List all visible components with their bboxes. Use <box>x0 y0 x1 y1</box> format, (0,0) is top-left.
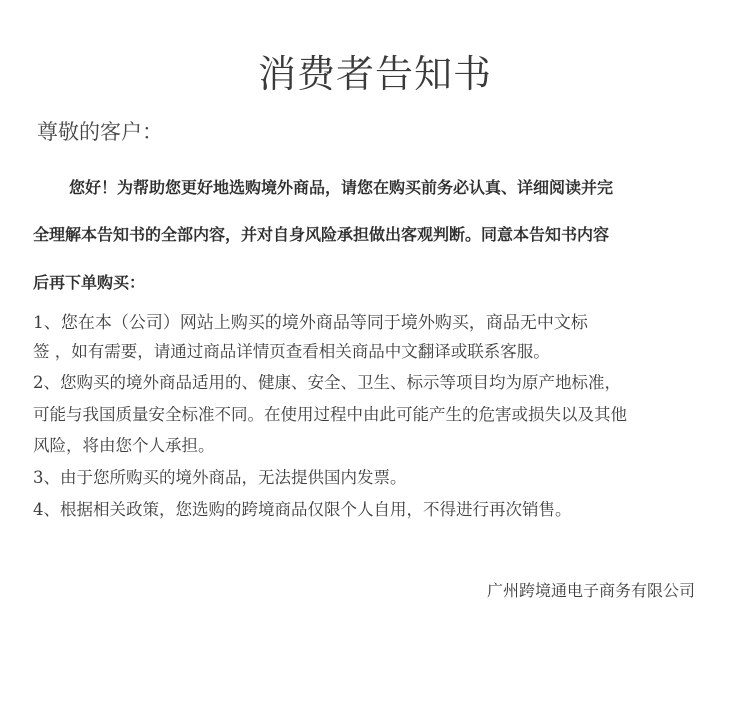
salutation: 尊敬的客户： <box>37 120 163 144</box>
item-4: 4、根据相关政策，您选购的跨境商品仅限个人自用，不得进行再次销售。 <box>33 500 572 519</box>
item-2-line-1: 2、您购买的境外商品适用的、健康、安全、卫生、标示等项目均为原产地标准， <box>33 373 621 392</box>
item-3: 3、由于您所购买的境外商品，无法提供国内发票。 <box>33 468 407 487</box>
notice-line-2: 全理解本告知书的全部内容，并对自身风险承担做出客观判断。同意本告知书内容 <box>33 225 610 244</box>
item-2-line-2: 可能与我国质量安全标准不同。在使用过程中由此可能产生的危害或损失以及其他 <box>33 405 627 424</box>
document-title: 消费者告知书 <box>257 52 492 96</box>
company-signature: 广州跨境通电子商务有限公司 <box>486 581 695 600</box>
notice-line-1: 您好！为帮助您更好地选购境外商品，请您在购买前务必认真、详细阅读并完 <box>69 178 614 197</box>
item-1-line-1: 1、您在本（公司）网站上购买的境外商品等同于境外购买，商品无中文标 <box>33 313 588 333</box>
item-1-line-2: 签 ，如有需要，请通过商品详情页查看相关商品中文翻译或联系客服。 <box>33 342 550 361</box>
notice-line-3: 后再下单购买： <box>33 273 146 292</box>
item-2-line-3: 风险，将由您个人承担。 <box>33 436 215 455</box>
